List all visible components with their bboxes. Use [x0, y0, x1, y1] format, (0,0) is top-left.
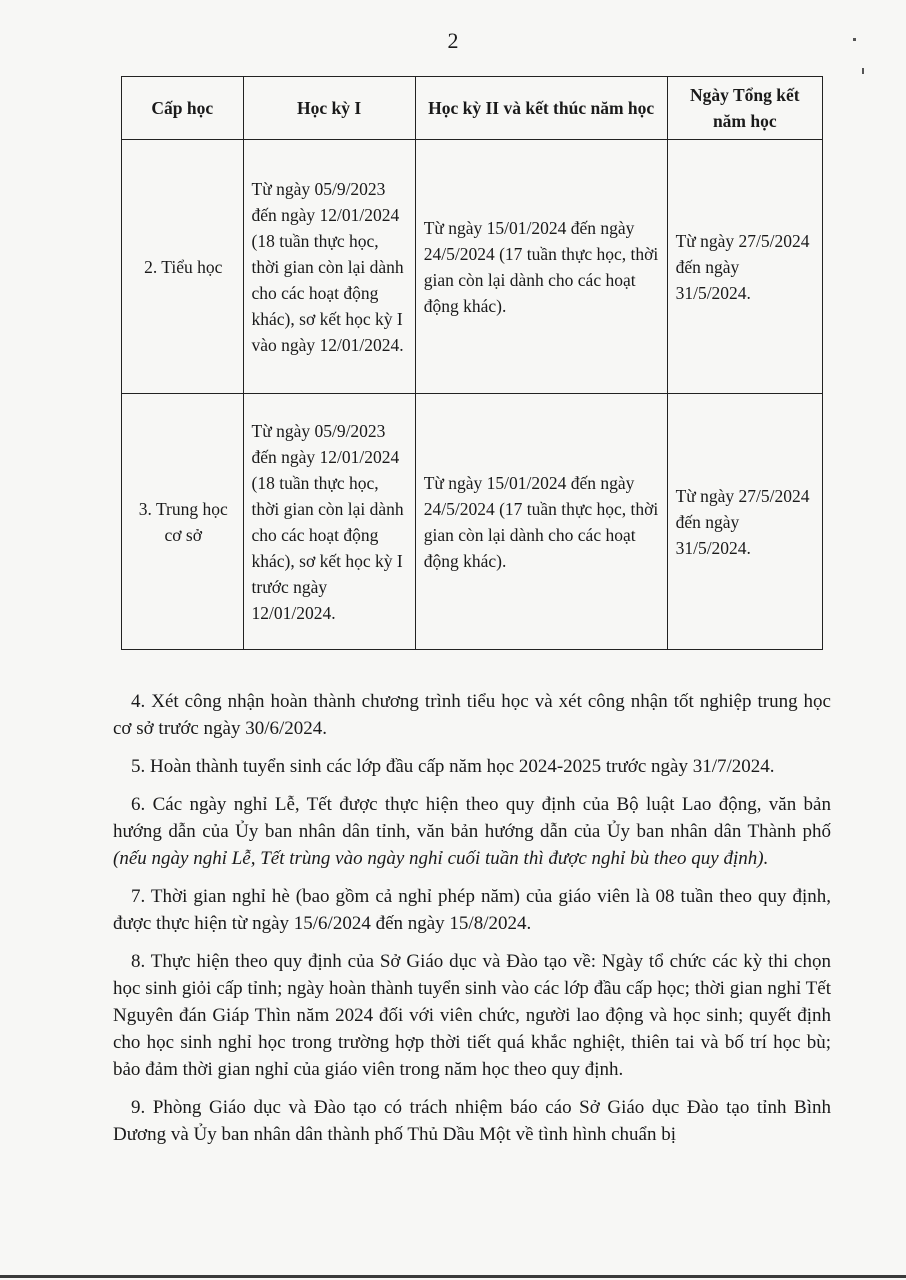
scan-speck [862, 68, 864, 74]
paragraph-5: 5. Hoàn thành tuyển sinh các lớp đầu cấp năm học 2024-2025 trước ngày 31/7/2024. [131, 756, 775, 777]
header-summary-date: Ngày Tổng kết năm học [667, 77, 822, 140]
row-level: 2. Tiểu học [122, 140, 244, 394]
paragraph-8: 8. Thực hiện theo quy định của Sở Giáo dục và Đào tạo về: Ngày tổ chức các kỳ thi chọn học sinh giỏi cấp tỉnh; ngày hoàn thành tuyển sinh vào các lớp đầu cấp học; thời gian nghỉ Tết Nguyên đán Giáp Thìn năm 2024 đối với viên chức, người lao động và học sinh; quyết định cho học sinh nghỉ học trong trường hợp thời tiết quá khắc nghiệt, thiên tai và bố trí học bù; bảo đảm thời gian nghỉ của giáo viên trong năm học theo quy định. [113, 951, 831, 1080]
row-semester2: Từ ngày 15/01/2024 đến ngày 24/5/2024 (17 tuần thực học, thời gian còn lại dành cho các hoạt động khác). [415, 394, 667, 650]
table-header-row [122, 77, 823, 140]
body-text [113, 688, 831, 1159]
header-level: Cấp học [122, 77, 244, 140]
table-row [122, 140, 823, 394]
scan-speck [853, 38, 856, 41]
school-calendar-table [121, 76, 823, 650]
paragraph-6-italic-note: (nếu ngày nghỉ Lễ, Tết trùng vào ngày nghỉ cuối tuần thì được nghỉ bù theo quy định). [113, 848, 769, 869]
paragraph-9: 9. Phòng Giáo dục và Đào tạo có trách nhiệm báo cáo Sở Giáo dục Đào tạo tỉnh Bình Dương và Ủy ban nhân dân thành phố Thủ Dầu Một về tình hình chuẩn bị [113, 1097, 831, 1145]
row-summary-date: Từ ngày 27/5/2024 đến ngày 31/5/2024. [667, 394, 822, 650]
page-number: 2 [447, 28, 459, 53]
row-summary-date: Từ ngày 27/5/2024 đến ngày 31/5/2024. [667, 140, 822, 394]
header-semester2: Học kỳ II và kết thúc năm học [415, 77, 667, 140]
table-row [122, 394, 823, 650]
scan-edge-line [0, 1275, 906, 1278]
paragraph-4: 4. Xét công nhận hoàn thành chương trình tiểu học và xét công nhận tốt nghiệp trung học cơ sở trước ngày 30/6/2024. [113, 691, 831, 739]
row-semester1: Từ ngày 05/9/2023 đến ngày 12/01/2024 (18 tuần thực học, thời gian còn lại dành cho các hoạt động khác), sơ kết học kỳ I trước ngày 12/01/2024. [243, 394, 415, 650]
paragraph-6-text: 6. Các ngày nghỉ Lễ, Tết được thực hiện theo quy định của Bộ luật Lao động, văn bản hướng dẫn của Ủy ban nhân dân tỉnh, văn bản hướng dẫn của Ủy ban nhân dân Thành phố [113, 794, 831, 842]
row-level: 3. Trung học cơ sở [122, 394, 244, 650]
paragraph-7: 7. Thời gian nghỉ hè (bao gồm cả nghỉ phép năm) của giáo viên là 08 tuần theo quy định, được thực hiện từ ngày 15/6/2024 đến ngày 15/8/2024. [113, 886, 831, 934]
row-semester1: Từ ngày 05/9/2023 đến ngày 12/01/2024 (18 tuần thực học, thời gian còn lại dành cho các hoạt động khác), sơ kết học kỳ I vào ngày 12/01/2024. [243, 140, 415, 394]
header-semester1: Học kỳ I [243, 77, 415, 140]
paragraph-6 [113, 791, 831, 872]
row-semester2: Từ ngày 15/01/2024 đến ngày 24/5/2024 (17 tuần thực học, thời gian còn lại dành cho các hoạt động khác). [415, 140, 667, 394]
